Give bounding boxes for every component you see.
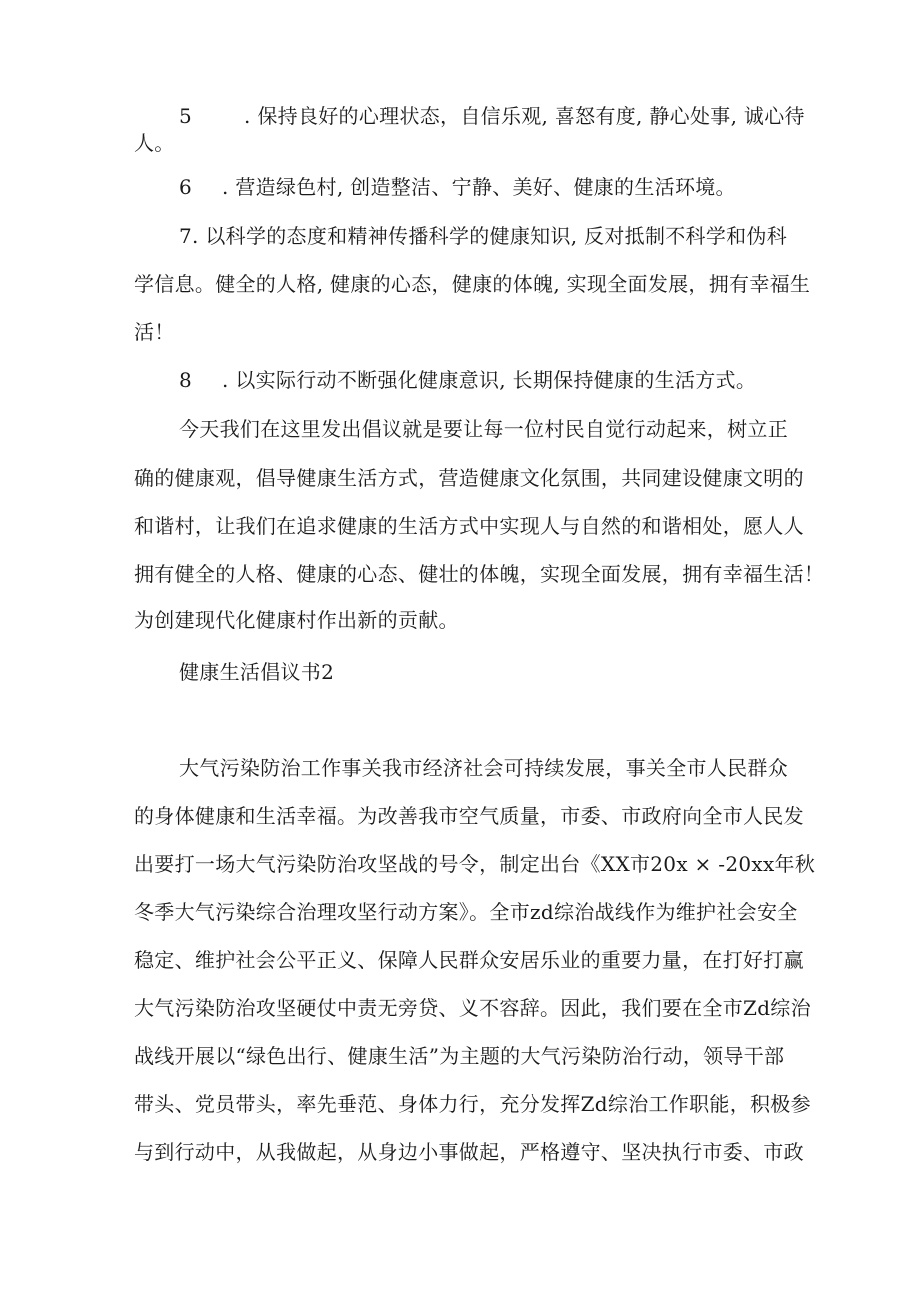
- list-item-7-continuation: 活！: [134, 320, 175, 344]
- item-text: . 保持良好的心理状态，自信乐观, 喜怒有度, 静心处事, 诚心待: [244, 104, 805, 128]
- paragraph-line: 的身体健康和生活幸福。为改善我市空气质量，市委、市政府向全市人民发: [134, 804, 804, 828]
- paragraph-line: 为创建现代化健康村作出新的贡献。: [134, 608, 459, 632]
- list-item-5-continuation: 人。: [134, 131, 175, 155]
- paragraph-line: 和谐村，让我们在追求健康的生活方式中实现人与自然的和谐相处，愿人人: [134, 514, 804, 538]
- paragraph-line: 出要打一场大气污染防治攻坚战的号令，制定出台《XX市20x × -20xx年秋: [134, 852, 816, 876]
- item-number: 8: [179, 368, 193, 392]
- list-item-7: [179, 224, 787, 248]
- paragraph-line: 稳定、维护社会公平正义、保障人民群众安居乐业的重要力量，在打好打赢: [134, 948, 804, 972]
- paragraph-line: 冬季大气污染综合治理攻坚行动方案》。全市zd综治战线作为维护社会安全: [134, 900, 798, 924]
- item-number: 7: [179, 224, 193, 248]
- paragraph-line: 拥有健全的人格、健康的心态、健壮的体魄，实现全面发展，拥有幸福生活！: [134, 562, 825, 586]
- list-item-5: [179, 104, 805, 128]
- paragraph-line: 今天我们在这里发出倡议就是要让每一位村民自觉行动起来，树立正: [179, 417, 788, 441]
- item-text: . 以科学的态度和精神传播科学的健康知识, 反对抵制不科学和伪科: [192, 224, 788, 248]
- item-number: 6: [179, 175, 193, 199]
- list-item-8: [179, 368, 756, 392]
- paragraph-line: 战线开展以“绿色出行、健康生活”为主题的大气污染防治行动，领导干部: [134, 1044, 785, 1068]
- list-item-6: [179, 175, 736, 199]
- paragraph-line: 与到行动中，从我做起，从身边小事做起，严格遵守、坚决执行市委、市政: [134, 1140, 804, 1164]
- item-text: . 以实际行动不断强化健康意识, 长期保持健康的生活方式。: [222, 368, 757, 392]
- paragraph-line: 带头、党员带头，率先垂范、身体力行，充分发挥Zd综治工作职能，积极参: [134, 1092, 811, 1116]
- paragraph-line: 大气污染防治攻坚硬仗中责无旁贷、义不容辞。因此，我们要在全市Zd综治: [134, 996, 811, 1020]
- section-title: 健康生活倡议书2: [179, 660, 335, 684]
- item-text: . 营造绿色村, 创造整洁、宁静、美好、健康的生活环境。: [222, 175, 736, 199]
- item-number: 5: [179, 104, 193, 128]
- paragraph-line: 大气污染防治工作事关我市经济社会可持续发展，事关全市人民群众: [179, 756, 788, 780]
- list-item-7-continuation: 学信息。健全的人格, 健康的心态，健康的体魄, 实现全面发展，拥有幸福生: [134, 272, 811, 296]
- paragraph-line: 确的健康观，倡导健康生活方式，营造健康文化氛围，共同建设健康文明的: [134, 466, 804, 490]
